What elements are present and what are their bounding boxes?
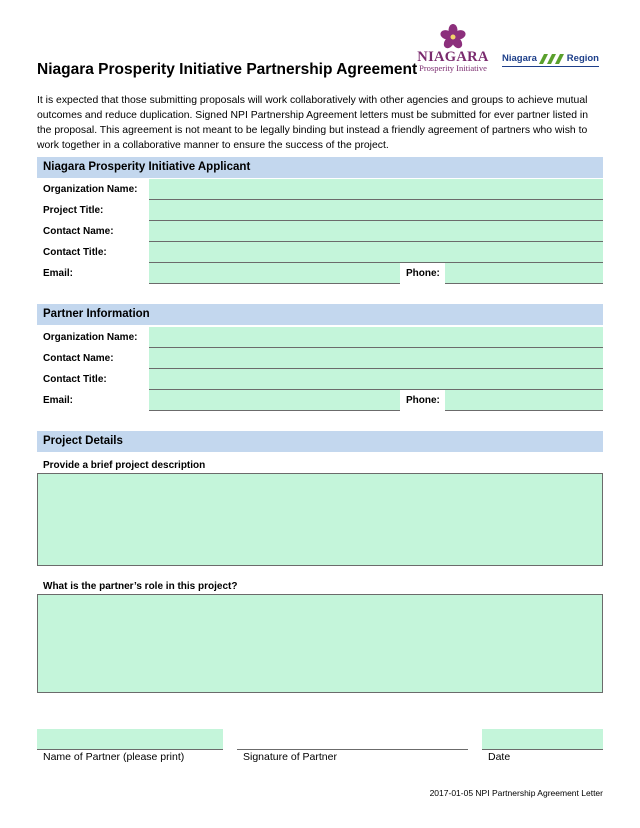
partner-org-label: Organization Name: — [43, 332, 138, 343]
signature-line[interactable] — [237, 749, 468, 750]
applicant-org-label: Organization Name: — [43, 184, 138, 195]
applicant-contact-name-label: Contact Name: — [43, 226, 114, 237]
logo-region-underline — [502, 66, 599, 67]
partner-name-print-field[interactable] — [37, 729, 223, 750]
partner-phone-field[interactable] — [445, 390, 603, 411]
project-description-label: Provide a brief project description — [43, 460, 206, 471]
applicant-phone-field[interactable] — [445, 263, 603, 284]
page-title: Niagara Prosperity Initiative Partnership Agreement — [37, 61, 418, 78]
applicant-section-heading: Niagara Prosperity Initiative Applicant — [37, 157, 603, 178]
date-field[interactable] — [482, 729, 603, 750]
applicant-contact-name-row — [37, 221, 603, 242]
partner-role-label: What is the partner’s role in this project? — [43, 581, 238, 592]
applicant-contact-title-row — [37, 242, 603, 263]
partner-contact-title-row — [37, 369, 603, 390]
partner-email-label: Email: — [43, 395, 74, 406]
partner-email-field[interactable] — [149, 390, 400, 411]
applicant-contact-name-field[interactable] — [149, 221, 603, 242]
partner-contact-name-label: Contact Name: — [43, 353, 114, 364]
intro-paragraph: It is expected that those submitting proposals will work collaboratively with other agencies and groups to achieve mutual outcomes and reduce duplication. Signed NPI Partnership Agreement letters must be submitted for ever partner listed in the proposal. This agreement is not meant to be legally binding but instead a friendly agreement of partners who wish to work together in a collaborative manner to ensure the success of the project. — [37, 95, 588, 151]
hibiscus-flower-icon — [440, 24, 466, 50]
applicant-phone-label: Phone: — [406, 268, 440, 279]
applicant-project-label: Project Title: — [43, 205, 104, 216]
project-section-heading: Project Details — [37, 431, 603, 452]
logo-niagara-subtext: Prosperity Initiative — [419, 63, 487, 73]
partner-name-print-label: Name of Partner (please print) — [43, 751, 185, 763]
applicant-project-row — [37, 200, 603, 221]
niagara-region-logo — [502, 52, 599, 66]
partner-contact-title-field[interactable] — [149, 369, 603, 390]
partner-contact-title-label: Contact Title: — [43, 374, 107, 385]
logo-region-right-text: Region — [566, 53, 599, 64]
applicant-email-row — [37, 263, 603, 284]
partner-org-field[interactable] — [149, 327, 603, 348]
partner-email-row — [37, 390, 603, 411]
applicant-org-field[interactable] — [149, 179, 603, 200]
partner-role-textarea[interactable] — [37, 594, 603, 693]
footer-text: 2017-01-05 NPI Partnership Agreement Letter — [429, 788, 603, 798]
region-stripes-icon — [539, 52, 565, 66]
project-description-textarea[interactable] — [37, 473, 603, 566]
applicant-contact-title-field[interactable] — [149, 242, 603, 263]
applicant-org-row — [37, 179, 603, 200]
applicant-email-label: Email: — [43, 268, 74, 279]
partner-section-heading: Partner Information — [37, 304, 603, 325]
partner-org-row — [37, 327, 603, 348]
applicant-email-field[interactable] — [149, 263, 400, 284]
partner-contact-name-row — [37, 348, 603, 369]
date-label: Date — [488, 751, 511, 763]
applicant-project-field[interactable] — [149, 200, 603, 221]
logo-niagara-text: NIAGARA — [417, 49, 489, 65]
applicant-contact-title-label: Contact Title: — [43, 247, 107, 258]
partner-phone-label: Phone: — [406, 395, 440, 406]
niagara-prosperity-logo — [416, 24, 490, 80]
partner-contact-name-field[interactable] — [149, 348, 603, 369]
logo-region-left-text: Niagara — [502, 53, 537, 64]
signature-label: Signature of Partner — [243, 751, 337, 763]
